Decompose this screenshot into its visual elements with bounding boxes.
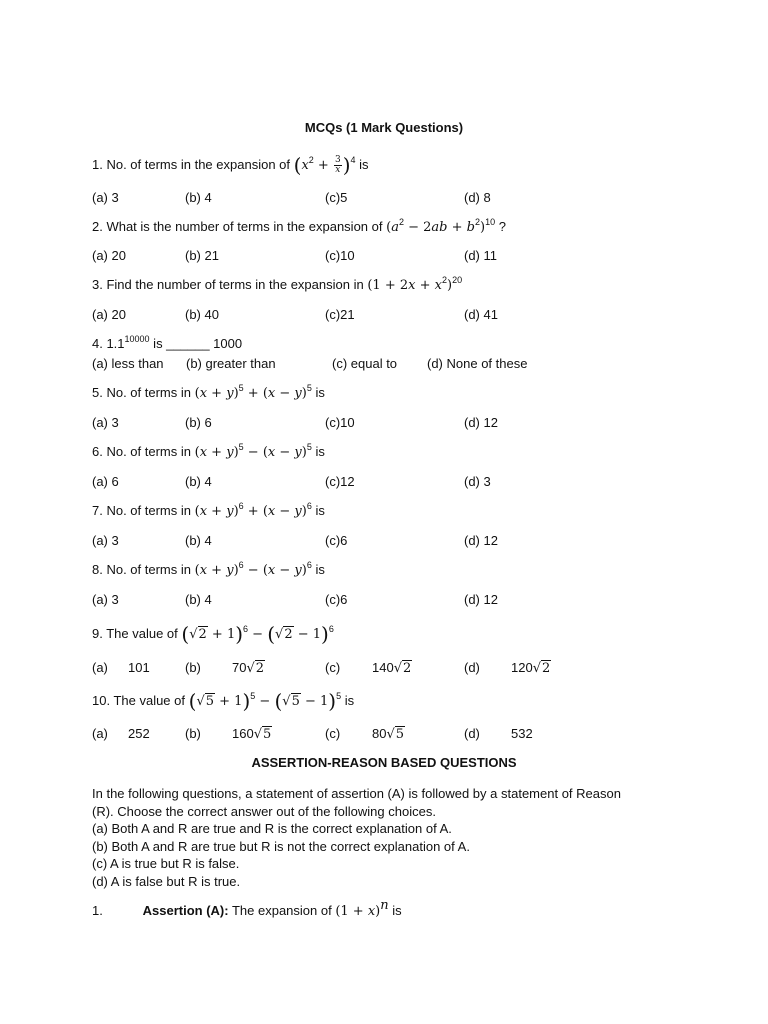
instruction-option-d: (d) A is false but R is true. — [92, 873, 241, 889]
question-5: 5. No. of terms in $(x + y)^5 + (x - y)^5$ is — [92, 383, 325, 401]
option-b: (b) 21 — [185, 248, 219, 263]
question-text: 9. The value of — [92, 626, 178, 641]
option-d: (d) — [464, 660, 480, 675]
question-suffix: is — [344, 693, 355, 708]
option-d: (d) 3 — [464, 474, 491, 489]
option-c: (c)10 — [325, 415, 355, 430]
option-a: (a) — [92, 726, 108, 741]
option-a: (a) 3 — [92, 415, 119, 430]
question-6: 6. No. of terms in $(x + y)^5 - (x - y)^5$ is — [92, 442, 325, 460]
question-suffix: is — [315, 562, 325, 577]
question-suffix: is — [315, 385, 325, 400]
option-c: (c) — [325, 660, 341, 675]
question-7: 7. No. of terms in $(x + y)^6 + (x - y)^6$ is — [92, 501, 325, 519]
question-text: 6. No. of terms in — [92, 444, 191, 459]
option-d-value: 120√2 — [511, 660, 551, 676]
option-a: (a) less than — [92, 356, 164, 371]
question-3: 3. Find the number of terms in the expansion in $(1 + 2x + x^2)^{20}$ — [92, 275, 463, 293]
option-a: (a) 20 — [92, 248, 126, 263]
ar-item-1: 1. Assertion (A): The expansion of $(1 + x)^n$ is — [92, 898, 402, 919]
option-c: (c)12 — [325, 474, 355, 489]
option-a: (a) 3 — [92, 592, 119, 607]
question-text: 3. Find the number of terms in the expansion in — [92, 277, 364, 292]
option-a: (a) 3 — [92, 533, 119, 548]
option-a: (a) 3 — [92, 190, 119, 205]
option-d: (d) 8 — [464, 190, 491, 205]
option-c: (c)10 — [325, 248, 355, 263]
option-b-value: 160√5 — [232, 726, 272, 742]
option-a: (a) 20 — [92, 307, 126, 322]
option-b: (b) — [185, 660, 201, 675]
option-d: (d) 11 — [464, 248, 497, 263]
question-10: 10. The value of $(√5 + 1)^5 - (√5 - 1)^5$ is — [92, 689, 355, 713]
instruction-line: In the following questions, a statement of assertion (A) is followed by a statement of Reason — [92, 786, 621, 801]
option-b: (b) 4 — [185, 474, 212, 489]
option-a: (a) 6 — [92, 474, 119, 489]
option-a: (a) — [92, 660, 108, 675]
option-d: (d) None of these — [427, 356, 528, 371]
option-b: (b) 4 — [185, 190, 212, 205]
option-c-value: 80√5 — [372, 726, 405, 742]
question-text: 10. The value of — [92, 693, 185, 708]
option-d: (d) 12 — [464, 415, 498, 430]
page-title: MCQs (1 Mark Questions) — [304, 120, 464, 135]
option-d: (d) 12 — [464, 533, 498, 548]
ar-suffix: is — [392, 903, 402, 918]
question-2: 2. What is the number of terms in the expansion of $(a^2 - 2ab + b^2)^{10}$ ? — [92, 217, 506, 235]
instruction-option-b: (b) Both A and R are true but R is not the correct explanation of A. — [92, 838, 470, 854]
option-c: (c)21 — [325, 307, 355, 322]
question-suffix: is — [315, 503, 325, 518]
option-c: (c)6 — [325, 592, 348, 607]
option-a-value: 252 — [128, 726, 150, 741]
option-c: (c) — [325, 726, 341, 741]
question-text: 8. No. of terms in — [92, 562, 191, 577]
question-9: 9. The value of $(√2 + 1)^6 - (√2 - 1)^6$ — [92, 622, 334, 646]
ar-text: The expansion of — [231, 903, 332, 918]
option-b: (b) 4 — [185, 533, 212, 548]
question-text: 4. 1.1 — [92, 336, 125, 351]
option-d: (d) 12 — [464, 592, 498, 607]
instruction-option-a: (a) Both A and R are true and R is the correct explanation of A. — [92, 821, 452, 836]
option-a-value: 101 — [128, 660, 150, 675]
option-d-value: 532 — [511, 726, 533, 741]
option-d: (d) 41 — [464, 307, 498, 322]
question-text: 5. No. of terms in — [92, 385, 191, 400]
option-c: (c) equal to — [332, 356, 398, 371]
option-b-value: 70√2 — [232, 660, 265, 676]
option-b: (b) 40 — [185, 307, 219, 322]
option-b: (b) 4 — [185, 592, 212, 607]
question-text: 7. No. of terms in — [92, 503, 191, 518]
instruction-line: (R). Choose the correct answer out of the following choices. — [92, 803, 436, 819]
question-suffix: ? — [498, 219, 506, 234]
question-suffix: is — [315, 444, 325, 459]
section-heading: ASSERTION-REASON BASED QUESTIONS — [251, 755, 517, 770]
question-8: 8. No. of terms in $(x + y)^6 - (x - y)^6$ is — [92, 560, 325, 578]
option-b: (b) greater than — [186, 356, 276, 371]
question-suffix: is — [359, 157, 369, 172]
ar-number: 1. — [92, 903, 103, 918]
option-c-value: 140√2 — [372, 660, 412, 676]
option-b: (b) 6 — [185, 415, 212, 430]
question-1: 1. No. of terms in the expansion of ($x^2$ + $\frac{3}{x}$ )$^4$ is — [92, 153, 369, 177]
question-text: 1. No. of terms in the expansion of — [92, 157, 290, 172]
ar-label: Assertion (A): — [142, 903, 229, 918]
question-text: 2. What is the number of terms in the expansion of — [92, 219, 383, 234]
question-4: 4. $1.1^{10000}$ is ______ 1000 — [92, 334, 243, 351]
instructions — [92, 785, 692, 890]
option-c: (c)6 — [325, 533, 348, 548]
instruction-option-c: (c) A is true but R is false. — [92, 856, 240, 871]
option-b: (b) — [185, 726, 201, 741]
option-c: (c)5 — [325, 190, 348, 205]
option-d: (d) — [464, 726, 480, 741]
